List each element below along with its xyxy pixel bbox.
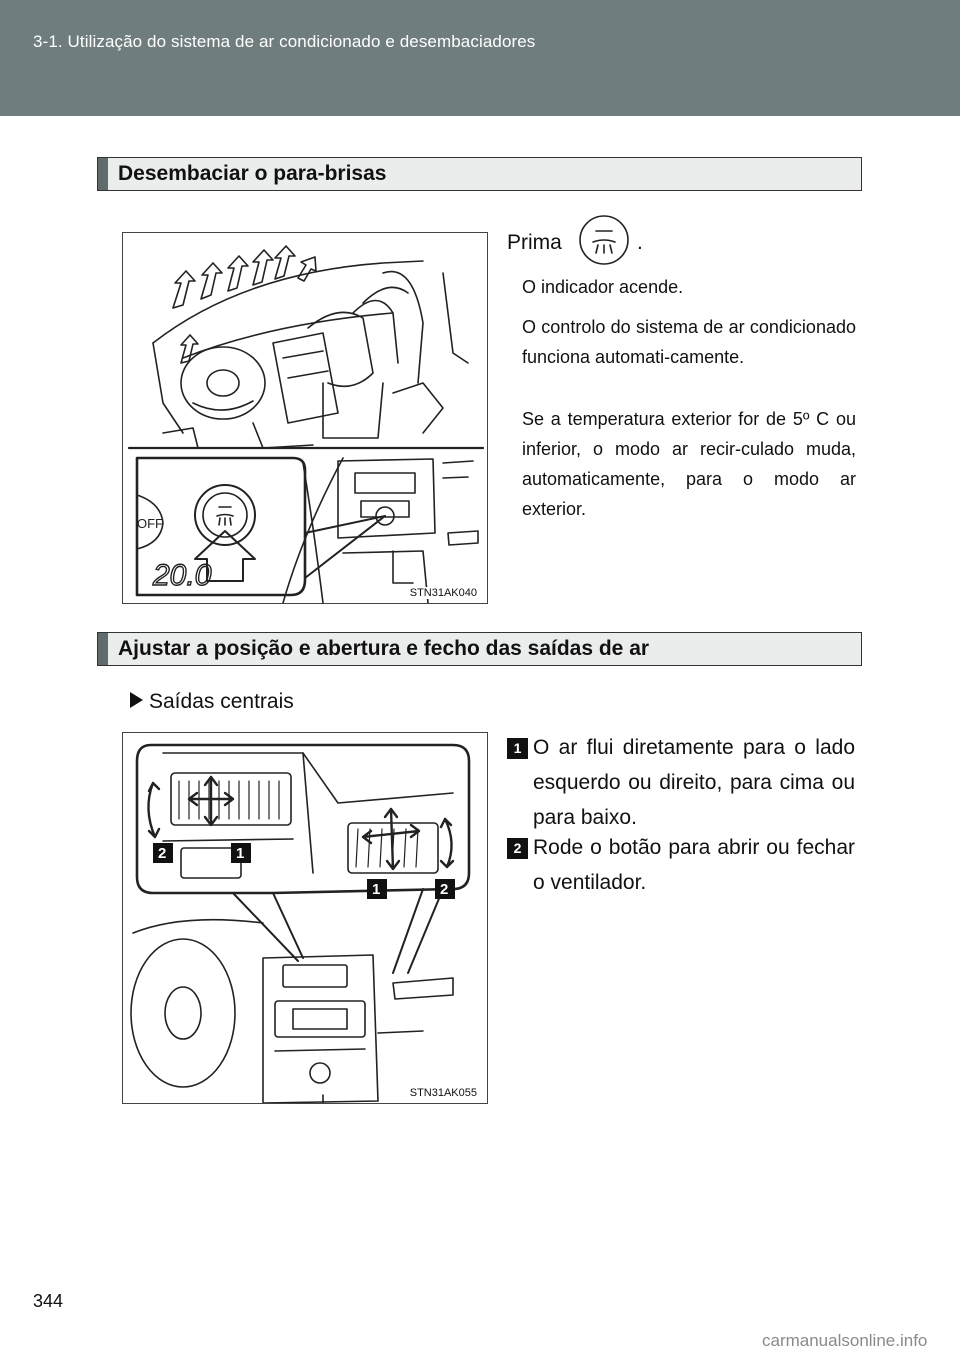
indicator-text: O indicador acende. [522,277,684,297]
section-accent [98,633,108,665]
temperature-display: 20.0 [153,559,212,592]
page-number: 344 [33,1291,64,1311]
triangle-bullet-icon [130,692,143,708]
callout-label: 1 [236,845,245,862]
vents-illustration [122,732,488,1104]
defog-illustration [122,232,488,604]
callout-label: 1 [372,881,381,898]
watermark: carmanualsonline.info [762,1331,928,1350]
section-accent [98,158,108,190]
figure-code: STN31AK040 [409,587,477,599]
callout-label: 2 [158,845,167,862]
central-vents-drawing [123,733,488,1104]
subheading-central-vents [130,687,294,717]
subheading-text: Saídas centrais [149,690,294,713]
prima-period: . [637,231,643,254]
defog-button-icon [578,214,630,266]
section-heading-vents [97,632,862,666]
auto-control-text: O controlo do sistema de ar condicionado funciona automati-camente. [522,317,856,367]
step-1 [507,730,855,835]
chapter-title: 3-1. Utilização do sistema de ar condicionado e desembaciadores [33,32,536,51]
section-heading-defog [97,157,862,191]
step-number: 2 [507,838,528,859]
off-label: OFF [137,516,163,531]
windshield-defog-drawing [123,233,488,604]
section-title: Desembaciar o para-brisas [118,162,387,185]
figure-code: STN31AK055 [409,1087,477,1099]
recirculation-text: Se a temperatura exterior for de 5º C ou inferior, o modo ar recir-culado muda, automaticamente, para o modo ar exterior. [522,409,856,519]
page-header [0,0,960,116]
step-text: O ar flui diretamente para o lado esquerdo ou direito, para cima ou para baixo. [533,736,855,829]
prima-label: Prima [507,231,562,254]
callout-label: 2 [440,881,449,898]
step-text: Rode o botão para abrir ou fechar o ventilador. [533,836,855,894]
step-number: 1 [507,738,528,759]
section-title: Ajustar a posição e abertura e fecho das saídas de ar [118,637,650,660]
step-2 [507,830,855,900]
